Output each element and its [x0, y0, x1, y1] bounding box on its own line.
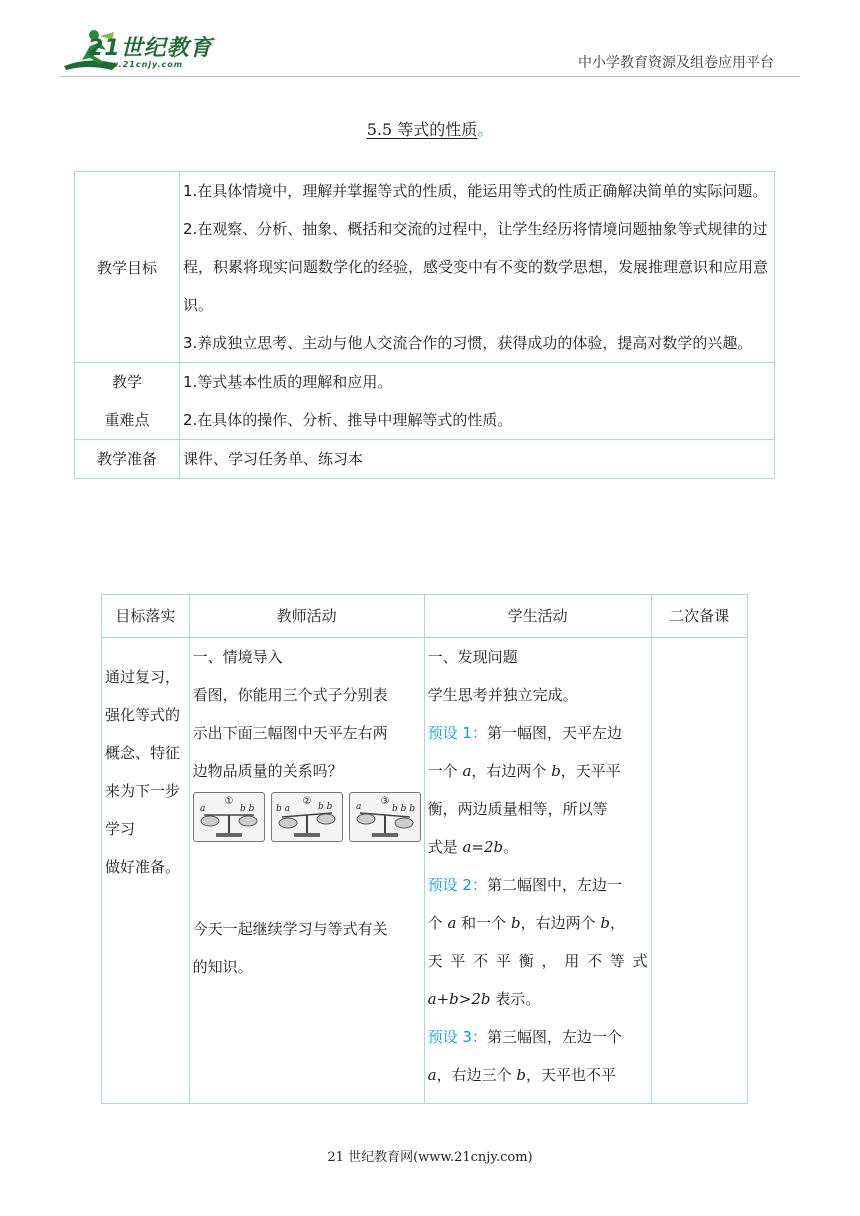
- teacher-cell: [189, 638, 424, 1104]
- prep-label: [75, 440, 180, 479]
- balance-right-label: b b: [239, 804, 255, 814]
- student-cell: [424, 638, 651, 1104]
- spacer: [193, 846, 421, 910]
- goal-2: 2.在观察、分析、抽象、概括和交流的过程中，让学生经历将情境问题抽象等式规律的过程，积累将现实问题数学化的经验，感受变中有不变的数学思想，发展推理意识和应用意识。: [183, 220, 769, 314]
- balance-left-label: a: [355, 802, 362, 812]
- teacher-closing-line: 的知识。: [192, 958, 253, 976]
- lesson-info-table: [74, 171, 775, 479]
- preset-text: 衡，两边质量相等，所以等: [427, 800, 608, 818]
- preset-label: 预设 3：: [427, 1028, 487, 1046]
- goal-line: 通过复习，: [105, 668, 181, 686]
- preset-label: 预设 1：: [427, 724, 487, 742]
- prep-row: [75, 440, 775, 479]
- title-text: 5.5 等式的性质: [366, 120, 478, 139]
- balance-left-label: b a: [275, 804, 290, 814]
- preset-text: 天平不平衡，用不等式: [427, 952, 648, 970]
- balance-number: ①: [224, 796, 234, 807]
- logo-url: www.21cnjy.com: [94, 60, 184, 69]
- preset-label: 预设 2：: [427, 876, 487, 894]
- key-content: [180, 363, 775, 440]
- preset-text: 第一幅图，天平左边: [486, 724, 622, 742]
- preset-text: ，天平平: [560, 762, 621, 780]
- equation: a=2b: [462, 838, 504, 856]
- goal-line: 做好准备。: [105, 858, 181, 876]
- preset-text: 个: [427, 914, 443, 932]
- preset-2-line: [428, 904, 648, 942]
- activity-table: [101, 594, 748, 1104]
- preset-3-line: [428, 1056, 648, 1094]
- student-intro: 学生思考并独立完成。: [427, 686, 578, 704]
- activity-header-row: [102, 595, 748, 638]
- platform-name: 中小学教育资源及组卷应用平台: [578, 55, 774, 71]
- preset-text: ，天平也不平: [526, 1066, 617, 1084]
- preset-1: [428, 714, 648, 752]
- key-label-line-2: 重难点: [104, 411, 150, 429]
- teacher-line: 示出下面三幅图中天平左右两: [192, 724, 388, 742]
- page-footer: 21 世纪教育网(www.21cnjy.com): [327, 1150, 533, 1165]
- preset-text: 式是: [427, 838, 458, 856]
- var-b: b: [516, 1066, 526, 1084]
- preset-1-eq-line: [428, 828, 648, 866]
- var-b: b: [600, 914, 610, 932]
- preset-3: [428, 1018, 648, 1056]
- preset-text: ，右边三个: [436, 1066, 512, 1084]
- header-student: 学生活动: [424, 595, 651, 638]
- activity-row: [102, 638, 748, 1104]
- balance-left-label: a: [199, 804, 206, 814]
- teacher-heading: 一、情境导入: [192, 648, 283, 666]
- preset-text: ，右边两个: [520, 914, 596, 932]
- logo-text: 21世纪教育: [88, 36, 213, 61]
- header-notes: 二次备课: [651, 595, 747, 638]
- header-divider: [60, 76, 800, 77]
- goal-line: 学习: [105, 820, 136, 838]
- preset-text: 。: [503, 838, 519, 856]
- prep-content: [180, 440, 775, 479]
- goal-line: 来为下一步: [105, 782, 181, 800]
- balance-figures: [193, 792, 421, 842]
- goal-line: 强化等式的: [105, 706, 181, 724]
- goal-1: 1.在具体情境中，理解并掌握等式的性质，能运用等式的性质正确解决简单的实际问题。: [183, 182, 768, 200]
- balance-right-label: b b b: [391, 804, 415, 814]
- goal-3: 3.养成独立思考、主动与他人交流合作的习惯，获得成功的体验，提高对数学的兴趣。: [183, 334, 753, 352]
- goal-label: 教学目标: [75, 172, 180, 363]
- preset-text: 和一个: [461, 914, 507, 932]
- balance-scale-icon: [271, 792, 343, 842]
- title-suffix: 。: [477, 120, 494, 139]
- preset-1-line: [428, 752, 648, 790]
- balance-number: ②: [302, 796, 312, 807]
- goal-content: [180, 172, 775, 363]
- key-2: 2.在具体的操作、分析、推导中理解等式的性质。: [183, 411, 513, 429]
- prep-label-text: 教学准备: [96, 450, 157, 468]
- preset-text: 一个: [427, 762, 458, 780]
- header-goal: 目标落实: [102, 595, 190, 638]
- goal-row: [75, 172, 775, 363]
- preset-text: ，: [609, 914, 625, 932]
- key-label-line-1: 教学: [111, 373, 142, 391]
- var-a: a: [447, 914, 457, 932]
- teacher-closing-line: 今天一起继续学习与等式有关: [192, 920, 388, 938]
- key-1: 1.等式基本性质的理解和应用。: [183, 373, 393, 391]
- goal-line: 概念、特征: [105, 744, 181, 762]
- preset-text: 第三幅图，左边一个: [486, 1028, 622, 1046]
- teacher-line: 边物品质量的关系吗？: [192, 762, 343, 780]
- teacher-line: 看图，你能用三个式子分别表: [192, 686, 388, 704]
- key-row: [75, 363, 775, 440]
- preset-text: 表示。: [495, 990, 541, 1008]
- key-label: [75, 363, 180, 440]
- prep-text: 课件、学习任务单、练习本: [183, 450, 364, 468]
- goal-cell: [102, 638, 190, 1104]
- equation: a+b>2b: [427, 990, 491, 1008]
- balance-scale-icon: [193, 792, 265, 842]
- var-b: b: [510, 914, 521, 932]
- preset-text: 第二幅图中，左边一: [486, 876, 622, 894]
- page-title: [0, 117, 860, 140]
- balance-number: ③: [380, 796, 390, 807]
- var-a: a: [462, 762, 472, 780]
- notes-cell: [651, 638, 747, 1104]
- student-heading: 一、发现问题: [427, 648, 518, 666]
- var-a: a: [427, 1066, 437, 1084]
- balance-scale-icon: [349, 792, 421, 842]
- header-teacher: 教师活动: [189, 595, 424, 638]
- preset-2-eq-line: [428, 980, 648, 1018]
- balance-right-label: b b: [317, 802, 333, 812]
- preset-text: ，右边两个: [471, 762, 547, 780]
- preset-2: [428, 866, 648, 904]
- var-b: b: [551, 762, 561, 780]
